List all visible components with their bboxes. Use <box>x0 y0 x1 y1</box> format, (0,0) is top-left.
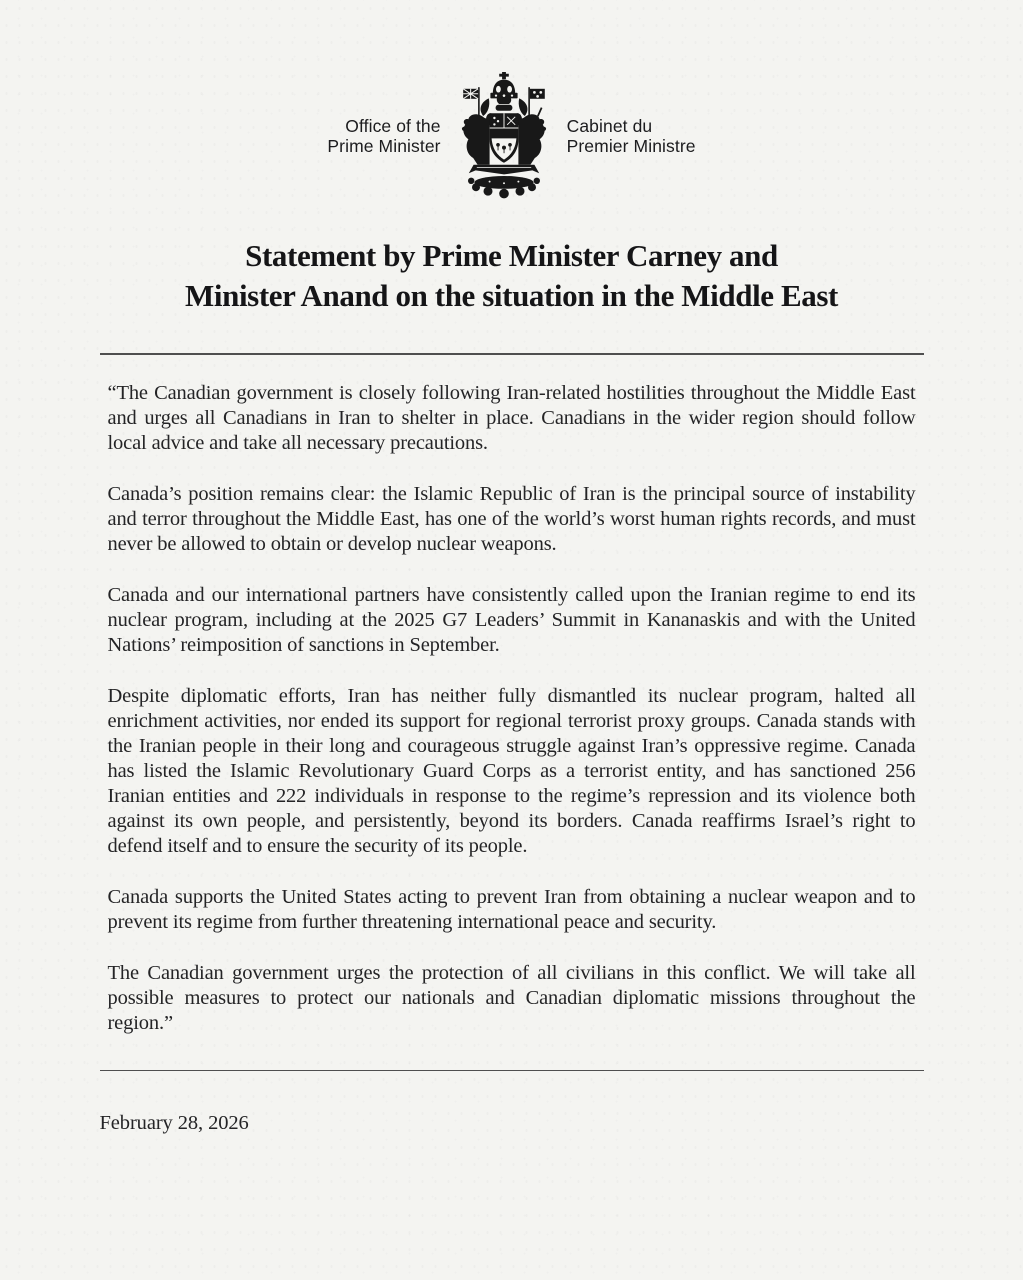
org-name-french <box>567 116 696 156</box>
statement-body <box>108 381 916 1036</box>
divider-bottom <box>100 1070 924 1072</box>
statement-date: February 28, 2026 <box>99 1112 249 1134</box>
canada-coat-of-arms-icon <box>456 72 552 200</box>
org-name-english <box>327 116 440 156</box>
statement-paragraph-5: Canada supports the United States acting to prevent Iran from obtaining a nuclear weapon and to prevent its regime from further threatening international peace and security. <box>107 885 916 933</box>
statement-paragraph-4: Despite diplomatic efforts, Iran has neither fully dismantled its nuclear program, halted all enrichment activities, nor ended its support for regional terrorist proxy groups. Canada stands with the Iranian people in their long and courageous struggle against Iran’s oppressive regime. Canada has listed the Islamic Revolutionary Guard Corps as a terrorist entity, and has sanctioned 256 Iranian entities and 222 individuals in response to the regime’s repression and its violence both against its own people, and persistently, beyond its borders. Canada reaffirms Israel’s right to defend itself and to ensure the security of its people. <box>107 684 916 857</box>
statement-paragraph-2: Canada’s position remains clear: the Islamic Republic of Iran is the principal source of instability and terror throughout the Middle East, has one of the world’s worst human rights records, and must never be allowed to obtain or develop nuclear weapons. <box>107 482 916 555</box>
statement-paragraph-1: “The Canadian government is closely following Iran-related hostilities throughout the Middle East and urges all Canadians in Iran to shelter in place. Canadians in the wider region should follow local advice and take all necessary precautions. <box>107 381 916 454</box>
statement-paragraph-6: The Canadian government urges the protection of all civilians in this conflict. We will take all possible measures to protect our nationals and Canadian diplomatic missions throughout the region.” <box>107 961 916 1034</box>
divider-top <box>100 353 924 355</box>
page-title-line1: Statement by Prime Minister Carney and <box>245 238 778 273</box>
page-title-line2: Minister Anand on the situation in the Middle East <box>185 278 838 313</box>
org-name-english-line2: Prime Minister <box>327 136 441 156</box>
page-title <box>82 236 942 316</box>
statement-paragraph-3: Canada and our international partners have consistently called upon the Iranian regime to end its nuclear program, including at the 2025 G7 Leaders’ Summit in Kananaskis and with the United Nations’ reimposition of sanctions in September. <box>107 583 916 656</box>
org-name-french-line2: Premier Ministre <box>566 136 696 156</box>
org-name-french-line1: Cabinet du <box>566 116 653 136</box>
masthead <box>0 72 1023 200</box>
org-name-english-line1: Office of the <box>345 116 441 136</box>
